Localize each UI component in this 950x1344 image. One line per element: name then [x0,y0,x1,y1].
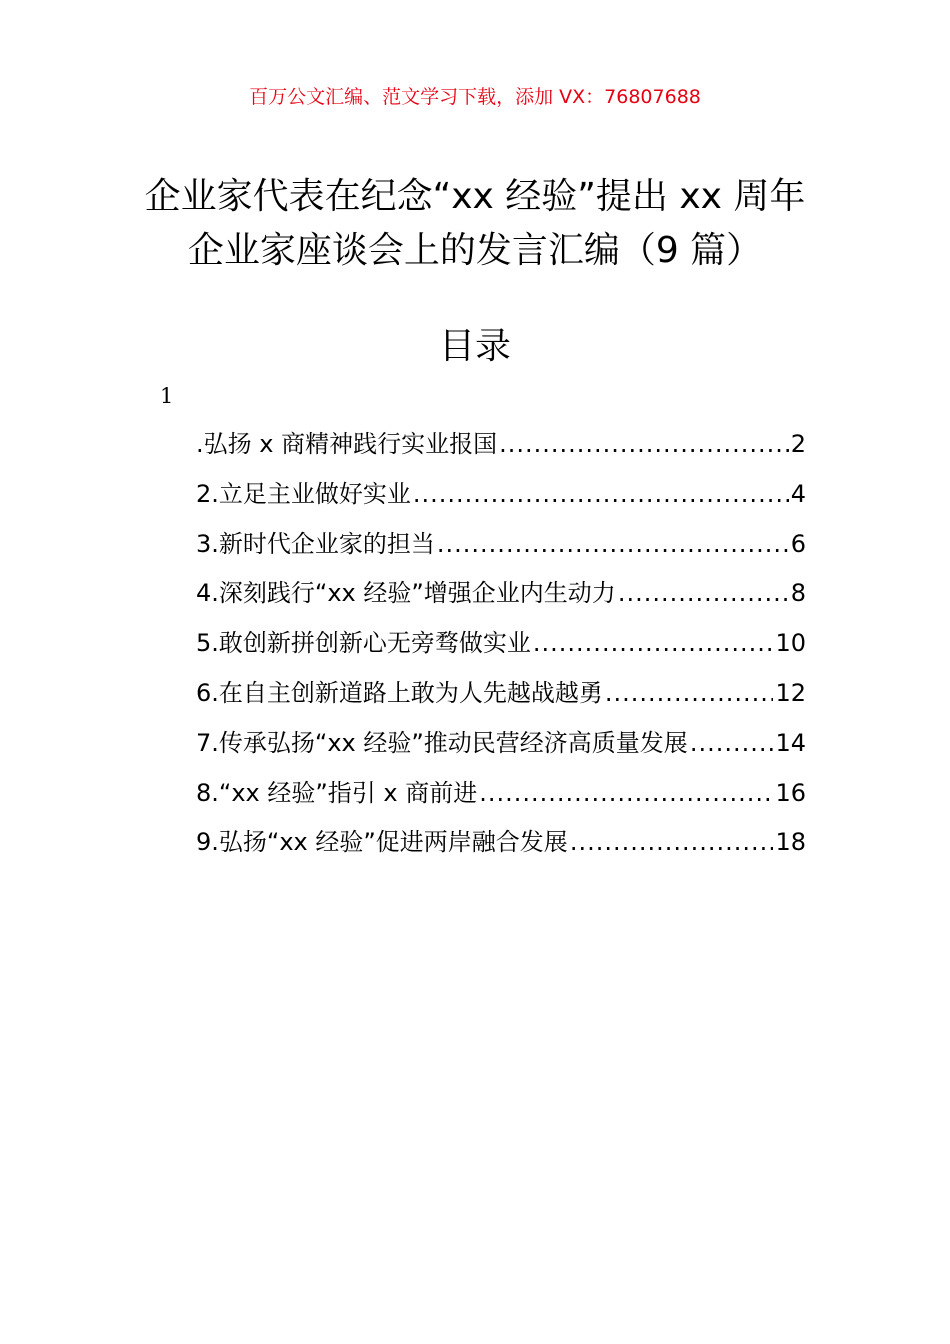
toc-entry-page: 6 [790,529,806,558]
toc-entry-page: 4 [790,479,806,508]
toc-entry-title: .弘扬 x 商精神践行实业报国 [196,430,498,458]
toc-leader-dots [413,474,789,514]
toc-entry-title: 9.弘扬“xx 经验”促进两岸融合发展 [196,828,568,857]
toc-entry-page: 12 [775,678,806,707]
toc-entry-page: 2 [790,430,806,458]
toc-entry-title: 3.新时代企业家的担当 [196,529,435,558]
toc-entry[interactable] [196,773,806,823]
toc-entry[interactable] [196,723,806,773]
toc-entry-title: 8.“xx 经验”指引 x 商前进 [196,778,478,807]
toc-leader-dots [570,822,774,862]
stray-number: 1 [160,384,174,408]
toc-entry-page: 18 [775,828,806,857]
toc-entry-page: 8 [790,579,806,608]
toc-entry-title: 5.敢创新拼创新心无旁骛做实业 [196,629,531,658]
toc-entry[interactable] [196,673,806,723]
header-note: 百万公文汇编、范文学习下载，添加 VX：76807688 [249,86,701,108]
toc-leader-dots [605,673,774,713]
document-title [0,170,950,278]
toc-heading: 目录 [438,326,511,367]
toc-entry-page: 16 [775,778,806,807]
toc-leader-dots [690,723,774,763]
toc-entry-title: 4.深刻践行“xx 经验”增强企业内生动力 [196,579,616,608]
toc-leader-dots [479,773,773,813]
document-title-line-1: 企业家代表在纪念“xx 经验”提出 xx 周年 [144,176,806,217]
table-of-contents [196,424,806,872]
toc-entry[interactable] [196,623,806,673]
toc-entry[interactable] [196,524,806,574]
toc-leader-dots [499,424,789,464]
toc-leader-dots [437,524,789,564]
document-title-line-2: 企业家座谈会上的发言汇编（9 篇） [187,230,763,271]
toc-entry[interactable] [196,822,806,872]
toc-entry-title: 2.立足主业做好实业 [196,479,411,508]
toc-entry-page: 14 [775,728,806,757]
toc-entry[interactable] [196,573,806,623]
toc-entry-title: 7.传承弘扬“xx 经验”推动民营经济高质量发展 [196,728,688,757]
toc-entry-title: 6.在自主创新道路上敢为人先越战越勇 [196,678,603,707]
toc-leader-dots [618,573,789,613]
toc-leader-dots [533,623,774,663]
toc-entry[interactable] [196,474,806,524]
toc-entry-page: 10 [775,629,806,658]
toc-entry[interactable] [196,424,806,474]
